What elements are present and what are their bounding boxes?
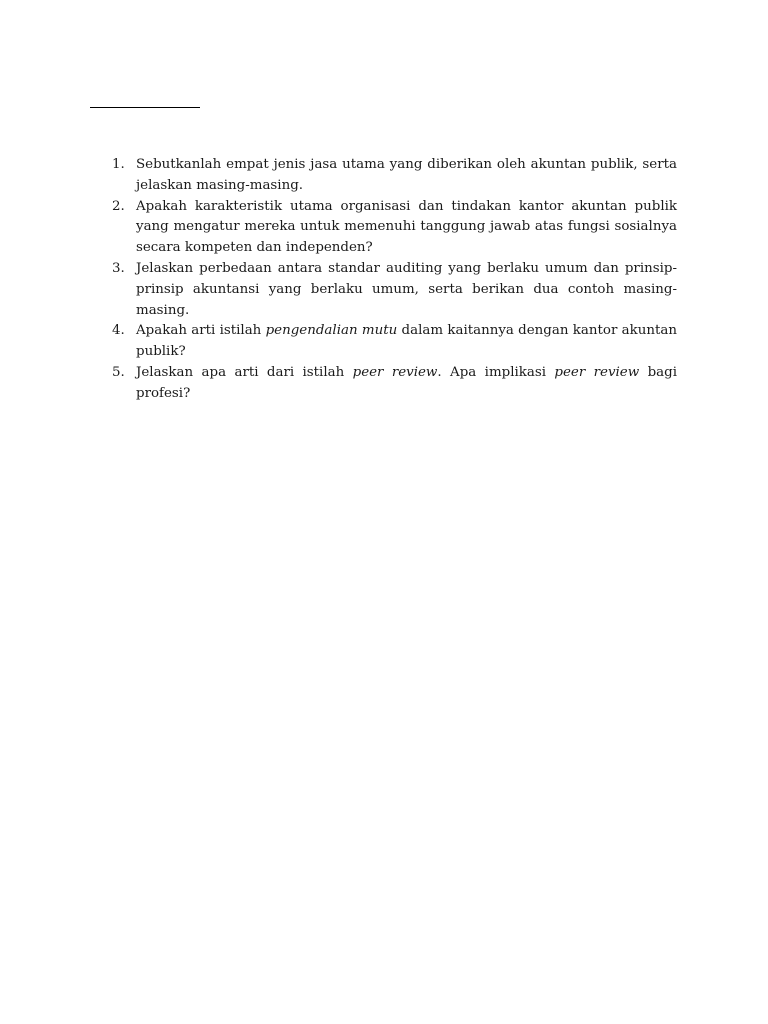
question-item bbox=[112, 197, 677, 259]
question-number: 1. bbox=[112, 157, 125, 172]
question-text bbox=[136, 365, 677, 401]
question-text-part: bagi profesi? bbox=[136, 364, 678, 401]
question-text-part: Sebutkanlah empat jenis jasa utama yang diberikan oleh akuntan publik, serta jelaskan masing-masing. bbox=[136, 157, 677, 193]
question-number: 2. bbox=[112, 198, 125, 214]
question-number: 4. bbox=[112, 323, 125, 339]
header-rule bbox=[90, 107, 200, 108]
question-item bbox=[112, 321, 677, 363]
italic-term: peer review bbox=[352, 364, 438, 380]
question-text-part: Jelaskan apa arti dari istilah bbox=[136, 364, 353, 380]
question-text-part: dalam kaitannya dengan kantor akuntan publik? bbox=[136, 323, 677, 360]
question-text bbox=[136, 261, 677, 318]
question-item bbox=[112, 155, 677, 197]
question-text-part: Apakah karakteristik utama organisasi dan tindakan kantor akuntan publik yang mengatur mereka untuk memenuhi tanggung jawab atas fungsi sosialnya secara kompeten dan independen? bbox=[136, 198, 677, 256]
italic-term: pengendalian mutu bbox=[265, 323, 398, 339]
question-text bbox=[136, 323, 677, 359]
question-text bbox=[136, 199, 677, 256]
question-number: 5. bbox=[112, 364, 125, 380]
question-text-part: Jelaskan perbedaan antara standar auditing yang berlaku umum dan prinsip-prinsip akuntansi yang berlaku umum, serta berikan dua contoh masing-masing. bbox=[136, 260, 677, 318]
question-item bbox=[112, 363, 678, 405]
question-item bbox=[112, 259, 677, 321]
question-list bbox=[112, 155, 678, 405]
question-text bbox=[136, 157, 677, 193]
question-text-part: . Apa implikasi bbox=[437, 364, 555, 380]
question-number: 3. bbox=[112, 260, 125, 276]
question-text-part: Apakah arti istilah bbox=[136, 323, 266, 339]
italic-term: peer review bbox=[554, 364, 640, 380]
